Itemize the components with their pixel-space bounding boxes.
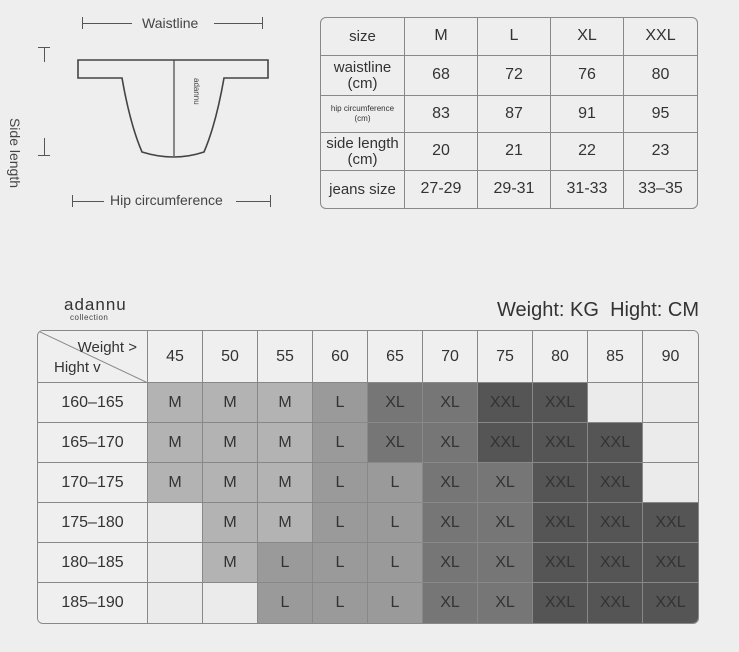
size-measurement-table	[320, 17, 698, 209]
row-label-side-length	[321, 133, 405, 171]
grid-corner	[38, 331, 148, 383]
grid-header-row	[38, 331, 698, 383]
empty-cell	[148, 543, 203, 583]
waistline-tick-right	[262, 17, 263, 29]
height-range-cell: 165–170	[38, 423, 148, 463]
waistline-line-left	[82, 23, 132, 24]
size-cell: L	[368, 463, 423, 503]
size-header-m: M	[405, 18, 478, 56]
size-row-hip	[321, 96, 697, 133]
table-cell: 76	[551, 56, 624, 96]
size-cell: M	[258, 503, 313, 543]
size-cell: XXL	[478, 423, 533, 463]
empty-cell	[148, 503, 203, 543]
size-cell: XL	[423, 503, 478, 543]
height-range-cell: 170–175	[38, 463, 148, 503]
weight-header-cell: 65	[368, 331, 423, 383]
row-unit-text: (cm)	[354, 114, 371, 123]
side-line-top	[44, 47, 45, 62]
empty-cell	[203, 583, 258, 623]
table-cell: 27-29	[405, 171, 478, 208]
size-cell: L	[258, 583, 313, 623]
size-cell: XXL	[533, 503, 588, 543]
size-row-side-length	[321, 133, 697, 171]
weight-header-cell: 90	[643, 331, 698, 383]
weight-header-cell: 80	[533, 331, 588, 383]
size-cell: M	[203, 423, 258, 463]
weight-header-cell: 85	[588, 331, 643, 383]
table-cell: 20	[405, 133, 478, 171]
size-header-xxl: XXL	[624, 18, 697, 56]
corner-weight-label: Weight >	[77, 339, 137, 356]
size-cell: XXL	[533, 463, 588, 503]
row-unit-text: (cm)	[347, 74, 378, 92]
size-cell: XL	[423, 583, 478, 623]
size-cell: XL	[423, 543, 478, 583]
size-cell: M	[203, 383, 258, 423]
size-cell: XXL	[643, 543, 698, 583]
size-header-row	[321, 18, 697, 56]
size-cell: L	[313, 583, 368, 623]
table-cell: 23	[624, 133, 697, 171]
units-colon: :	[656, 299, 668, 321]
size-cell: M	[203, 503, 258, 543]
size-cell: M	[258, 463, 313, 503]
size-cell: L	[313, 543, 368, 583]
size-cell: XL	[423, 463, 478, 503]
empty-cell	[643, 423, 698, 463]
size-cell: XXL	[643, 583, 698, 623]
hip-line-left	[72, 201, 104, 202]
empty-cell	[588, 383, 643, 423]
weight-unit-value: KG	[570, 299, 599, 321]
table-cell: 91	[551, 96, 624, 133]
side-length-label: Side length	[7, 117, 23, 189]
size-cell: M	[203, 463, 258, 503]
size-cell: M	[148, 423, 203, 463]
grid-row	[38, 503, 698, 543]
size-cell: L	[313, 463, 368, 503]
height-unit-value: CM	[667, 299, 699, 321]
grid-row	[38, 583, 698, 623]
size-cell: L	[368, 583, 423, 623]
height-range-cell: 180–185	[38, 543, 148, 583]
table-cell: 95	[624, 96, 697, 133]
waistline-line-right	[214, 23, 262, 24]
row-unit-text: (cm)	[347, 150, 378, 168]
size-cell: XXL	[478, 383, 533, 423]
size-cell: XXL	[588, 423, 643, 463]
size-cell: XXL	[643, 503, 698, 543]
size-cell: XL	[478, 543, 533, 583]
side-tick-bottom	[38, 155, 50, 156]
row-label-waistline	[321, 56, 405, 96]
size-row-waistline	[321, 56, 697, 96]
size-cell: L	[368, 503, 423, 543]
side-line-bottom	[44, 138, 45, 155]
brand-subtitle: collection	[70, 313, 109, 322]
size-cell: XL	[423, 383, 478, 423]
hip-tick-right	[270, 195, 271, 207]
grid-row	[38, 383, 698, 423]
size-cell: XXL	[588, 503, 643, 543]
table-cell: 31-33	[551, 171, 624, 208]
table-cell: 29-31	[478, 171, 551, 208]
table-cell: 72	[478, 56, 551, 96]
size-cell: L	[258, 543, 313, 583]
weight-header-cell: 55	[258, 331, 313, 383]
corner-height-label: Hight v	[54, 359, 101, 376]
hip-line-right	[236, 201, 270, 202]
empty-cell	[148, 583, 203, 623]
size-cell: XXL	[588, 583, 643, 623]
size-header-l: L	[478, 18, 551, 56]
brand-logo	[64, 296, 154, 322]
size-cell: XXL	[533, 423, 588, 463]
empty-cell	[643, 383, 698, 423]
grid-row	[38, 543, 698, 583]
size-header-label: size	[321, 18, 405, 56]
row-label-text: side length	[326, 134, 399, 152]
size-cell: L	[313, 383, 368, 423]
size-cell: XXL	[533, 383, 588, 423]
height-unit-label: Hight	[610, 299, 657, 321]
units-colon: :	[558, 299, 571, 321]
size-cell: XXL	[588, 463, 643, 503]
size-cell: L	[368, 543, 423, 583]
weight-header-cell: 60	[313, 331, 368, 383]
hip-circumference-label: Hip circumference	[110, 192, 223, 208]
height-range-cell: 185–190	[38, 583, 148, 623]
size-cell: M	[258, 383, 313, 423]
size-header-xl: XL	[551, 18, 624, 56]
size-row-jeans	[321, 171, 697, 208]
brand-name: adannu	[64, 295, 127, 314]
size-cell: XXL	[533, 583, 588, 623]
weight-header-cell: 50	[203, 331, 258, 383]
table-cell: 80	[624, 56, 697, 96]
weight-header-cell: 45	[148, 331, 203, 383]
table-cell: 83	[405, 96, 478, 133]
size-cell: M	[203, 543, 258, 583]
size-cell: XL	[423, 423, 478, 463]
size-cell: XXL	[588, 543, 643, 583]
units-legend	[497, 299, 699, 322]
row-label-text: waistline	[333, 58, 392, 76]
table-cell: 33–35	[638, 180, 683, 198]
grid-row	[38, 463, 698, 503]
size-cell: XL	[478, 583, 533, 623]
garment-outline-icon	[76, 54, 272, 164]
size-cell: M	[148, 383, 203, 423]
size-cell: XL	[368, 423, 423, 463]
size-cell: XL	[478, 463, 533, 503]
row-label-jeans: jeans size	[321, 171, 405, 208]
table-cell: 22	[551, 133, 624, 171]
empty-cell	[643, 463, 698, 503]
table-cell: 68	[405, 56, 478, 96]
size-cell: L	[313, 423, 368, 463]
grid-row	[38, 423, 698, 463]
table-cell: 87	[478, 96, 551, 133]
waistline-label: Waistline	[142, 15, 199, 31]
size-cell: M	[148, 463, 203, 503]
weight-unit-label: Weight	[497, 299, 559, 321]
size-cell: XL	[478, 503, 533, 543]
weight-header-cell: 70	[423, 331, 478, 383]
size-cell: XL	[368, 383, 423, 423]
size-cell: L	[313, 503, 368, 543]
table-cell: 21	[478, 133, 551, 171]
row-label-text: hip circumference	[330, 104, 395, 114]
height-range-cell: 160–165	[38, 383, 148, 423]
garment-brand-text: adannu	[192, 78, 201, 105]
weight-height-size-grid	[37, 330, 699, 624]
row-label-hip	[321, 96, 405, 133]
weight-header-cell: 75	[478, 331, 533, 383]
size-cell: XXL	[533, 543, 588, 583]
size-cell: M	[258, 423, 313, 463]
height-range-cell: 175–180	[38, 503, 148, 543]
